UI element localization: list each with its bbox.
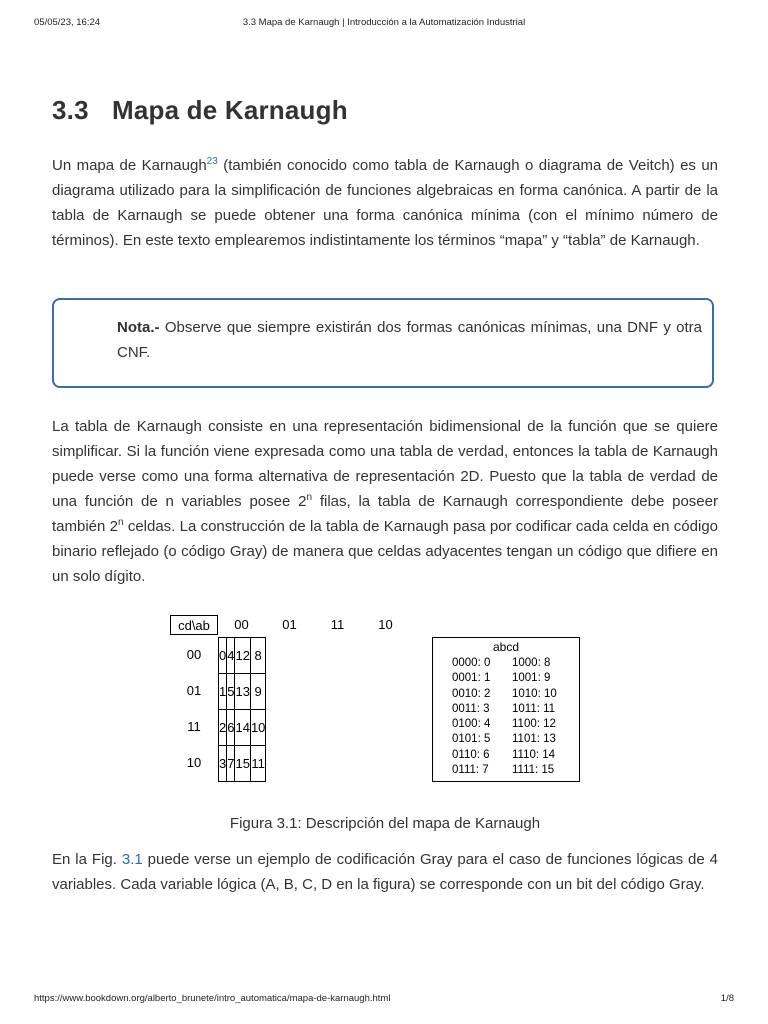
kmap-cell: 14 [235,710,250,746]
kmap-cell: 12 [235,638,250,674]
code-entry: 0100: 4 [452,718,491,731]
kmap-cell: 1 [219,674,227,710]
kmap-cell: 6 [227,710,235,746]
kmap-row [219,674,266,710]
kmap-corner-label: cd\ab [170,615,218,635]
kmap-cell: 15 [235,746,250,782]
kmap-cell: 5 [227,674,235,710]
code-entry: 1111: 15 [512,764,555,777]
gray-text-rest: puede verse un ejemplo de codificación Gray para el caso de funciones lógicas de 4 variables. Cada variable lógica (A, B, C, D en la figura) se corresponde con un bit del código Gray. [52,851,718,893]
gray-code-paragraph [52,847,718,897]
code-entry: 1000: 8 [512,657,551,669]
kmap-column-header: 01 [282,617,297,632]
kmap-row [219,746,266,782]
figure-caption: Figura 3.1: Descripción del mapa de Karnaugh [229,815,541,832]
kmap-cell: 7 [227,746,235,782]
kmap-column-header: 10 [378,617,393,632]
kmap-row-header: 10 [186,755,202,770]
code-entry: 0011: 3 [452,702,490,715]
code-entry: 0111: 7 [452,764,489,777]
footnote-link[interactable]: 23 [206,156,218,167]
kmap-row-header: 11 [187,719,201,734]
print-datetime: 05/05/23, 16:24 [34,17,101,28]
section-title: Mapa de Karnaugh [112,95,348,125]
note-label: Nota.- [117,319,160,336]
binary-code-table [432,637,580,782]
superscript-n-1: n [306,492,313,503]
code-column-right [512,656,557,778]
code-entry: 1011: 11 [512,702,556,715]
code-entry: 1001: 9 [512,672,551,685]
code-column-left [452,656,490,778]
code-entry: 1110: 14 [512,748,556,761]
kmap-column-header: 11 [330,617,345,632]
section-heading [52,95,348,126]
intro-paragraph [52,153,718,253]
kmap-cell: 13 [235,674,250,710]
code-entry: 1100: 12 [512,718,556,731]
code-entry: 0110: 6 [452,748,490,761]
description-part-1: La tabla de Karnaugh consiste en una representación bidimensional de la función que se quiere simplificar. Si la función viene expresada como una tabla de verdad, entonces la tabla de Karnaugh puede verse como una forma alternativa de representación 2D. Puesto que la tabla de verdad de una función de n variables posee 2 [52,418,718,510]
code-entry: 1101: 13 [512,733,556,746]
kmap-row-header: 00 [186,647,202,662]
code-table-header: abcd [492,640,520,654]
print-footer [34,993,734,1007]
print-page-title: 3.3 Mapa de Karnaugh | Introducción a la Automatización Industrial [242,17,526,28]
print-header [34,17,734,31]
kmap-cell: 3 [219,746,227,782]
kmap-cell: 2 [219,710,227,746]
figure-reference-link[interactable]: 3.1 [121,851,143,868]
intro-text-start: Un mapa de Karnaugh [52,157,207,174]
note-text [117,315,702,365]
intro-text-rest: (también conocido como tabla de Karnaugh o diagrama de Veitch) es un diagrama utilizado para la simplificación de funciones algebraicas en forma canónica. A partir de la tabla de Karnaugh se puede obtener una forma canónica mínima (con el mínimo número de términos). En este texto emplearemos indistintamente los términos “mapa” y “tabla” de Karnaugh. [52,157,718,249]
karnaugh-figure [52,615,718,845]
kmap-column-header: 00 [234,617,249,632]
kmap-row-header: 01 [186,683,202,698]
code-entry: 0000: 0 [452,657,491,669]
note-box [52,298,714,388]
description-part-2: filas, la tabla de Karnaugh correspondiente debe poseer también 2 [52,493,718,535]
note-body: Observe que siempre existirán dos formas canónicas mínimas, una DNF y otra CNF. [117,319,702,361]
print-page-number: 1/8 [720,993,734,1004]
kmap-cell: 4 [227,638,235,674]
kmap-grid [218,637,266,782]
gray-text-start: En la Fig. [52,851,122,868]
code-entry: 0101: 5 [452,733,491,746]
description-part-3: celdas. La construcción de la tabla de Karnaugh pasa por codificar cada celda en código binario reflejado (o código Gray) de manera que celdas adyacentes tengan un código que difiere en un solo dígito. [52,518,719,585]
kmap-row [219,710,266,746]
code-entry: 0001: 1 [452,672,491,685]
code-entry: 0010: 2 [452,687,491,700]
description-paragraph [52,414,718,589]
kmap-cell: 9 [250,674,265,710]
superscript-n-2: n [117,517,124,528]
kmap-cell: 8 [250,638,265,674]
kmap-row [219,638,266,674]
kmap-cell: 10 [250,710,265,746]
kmap-cell: 0 [219,638,227,674]
code-entry: 1010: 10 [512,687,557,700]
print-url: https://www.bookdown.org/alberto_brunete/intro_automatica/mapa-de-karnaugh.html [34,993,391,1004]
section-number: 3.3 [52,95,89,125]
kmap-cell: 11 [250,746,265,782]
